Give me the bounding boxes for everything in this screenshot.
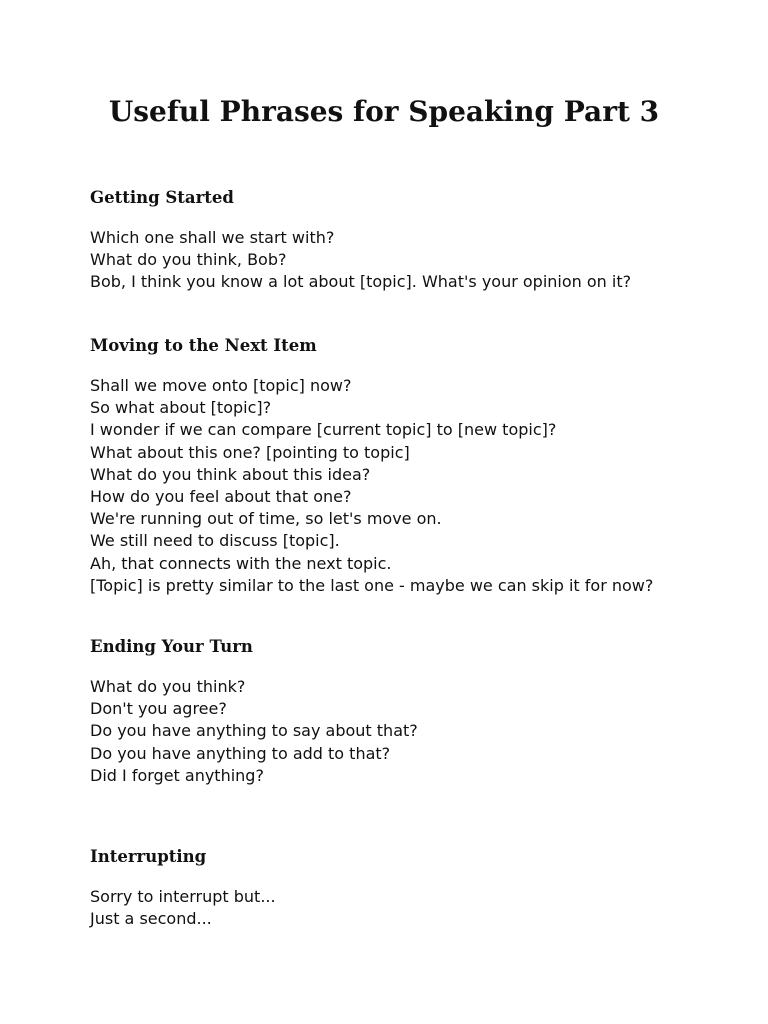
phrase: I wonder if we can compare [current topic] to [new topic]? xyxy=(90,420,557,440)
phrase: Do you have anything to say about that? xyxy=(90,721,418,741)
section-getting-started xyxy=(90,187,680,294)
section-heading: Moving to the Next Item xyxy=(90,336,317,355)
document-title: Useful Phrases for Speaking Part 3 xyxy=(108,95,660,128)
phrase: We're running out of time, so let's move on. xyxy=(90,509,442,529)
phrase: Do you have anything to add to that? xyxy=(90,743,391,763)
phrase: What do you think? xyxy=(90,677,246,696)
section-heading: Ending Your Turn xyxy=(90,637,253,656)
phrase: How do you feel about that one? xyxy=(90,487,352,507)
phrase: Shall we move onto [topic] now? xyxy=(90,376,352,395)
phrase: Ah, that connects with the next topic. xyxy=(90,553,392,573)
phrase: What about this one? [pointing to topic] xyxy=(90,442,410,462)
phrase: Did I forget anything? xyxy=(90,765,264,785)
section-interrupting xyxy=(90,846,680,930)
phrase: [Topic] is pretty similar to the last one - maybe we can skip it for now? xyxy=(90,575,654,595)
phrase: What do you think, Bob? xyxy=(90,250,287,270)
section-ending-your-turn xyxy=(90,636,680,787)
phrase: Bob, I think you know a lot about [topic]. What's your opinion on it? xyxy=(90,272,632,292)
phrase: What do you think about this idea? xyxy=(90,464,371,484)
phrase: Sorry to interrupt but... xyxy=(90,887,276,906)
phrase: We still need to discuss [topic]. xyxy=(90,531,340,551)
phrase: So what about [topic]? xyxy=(90,398,272,418)
section-heading: Interrupting xyxy=(90,847,207,866)
section-moving-to-next-item xyxy=(90,335,680,597)
phrase: Don't you agree? xyxy=(90,699,227,719)
section-heading: Getting Started xyxy=(90,188,234,207)
phrase: Which one shall we start with? xyxy=(90,228,335,247)
phrase: Just a second... xyxy=(90,909,212,929)
